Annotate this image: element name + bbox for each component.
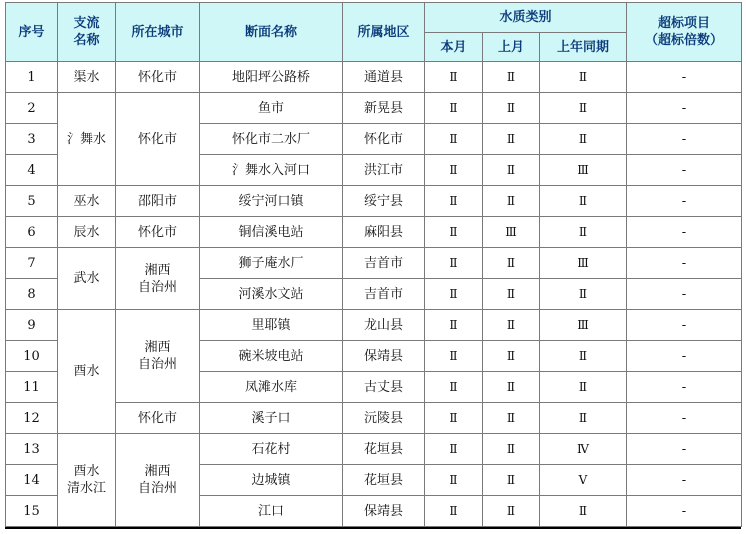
cell-region: 保靖县 [343, 496, 425, 527]
cell-this-month: Ⅱ [425, 372, 483, 403]
cell-seq: 12 [6, 403, 58, 434]
cell-this-month: Ⅱ [425, 124, 483, 155]
header-exceed-line1: 超标项目 [657, 16, 710, 31]
header-branch-line2: 名称 [73, 33, 100, 48]
cell-branch: 氵舞水 [58, 93, 116, 186]
cell-seq: 13 [6, 434, 58, 465]
cell-exceed: - [627, 279, 742, 310]
cell-section: 边城镇 [200, 465, 343, 496]
cell-last-month: Ⅱ [483, 465, 540, 496]
cell-this-month: Ⅱ [425, 186, 483, 217]
cell-exceed: - [627, 310, 742, 341]
cell-city-line2: 自治州 [137, 357, 177, 372]
cell-last-year: Ⅱ [540, 341, 627, 372]
table-row [6, 310, 742, 341]
cell-last-month: Ⅲ [483, 217, 540, 248]
cell-branch: 武水 [58, 248, 116, 310]
cell-exceed: - [627, 155, 742, 186]
cell-this-month: Ⅱ [425, 403, 483, 434]
cell-city: 怀化市 [116, 62, 200, 93]
header-section: 断面名称 [200, 3, 343, 62]
cell-section: 里耶镇 [200, 310, 343, 341]
cell-section: 绥宁河口镇 [200, 186, 343, 217]
table-row [6, 434, 742, 465]
cell-exceed: - [627, 465, 742, 496]
cell-last-year: Ⅱ [540, 403, 627, 434]
cell-exceed: - [627, 372, 742, 403]
cell-last-month: Ⅱ [483, 248, 540, 279]
cell-last-year: Ⅱ [540, 496, 627, 527]
cell-this-month: Ⅱ [425, 496, 483, 527]
table-row [6, 403, 742, 434]
table-row [6, 217, 742, 248]
cell-city-line1: 湘西 [144, 262, 171, 278]
cell-region: 洪江市 [343, 155, 425, 186]
table-header [6, 3, 742, 62]
cell-city: 怀化市 [116, 217, 200, 248]
cell-city [116, 248, 200, 310]
cell-section: 江口 [200, 496, 343, 527]
cell-last-month: Ⅱ [483, 341, 540, 372]
cell-region: 新晃县 [343, 93, 425, 124]
cell-seq: 14 [6, 465, 58, 496]
cell-seq: 4 [6, 155, 58, 186]
cell-city-line2: 自治州 [137, 279, 177, 295]
cell-exceed: - [627, 186, 742, 217]
cell-last-month: Ⅱ [483, 279, 540, 310]
cell-this-month: Ⅱ [425, 310, 483, 341]
cell-last-year: Ⅱ [540, 93, 627, 124]
cell-seq: 3 [6, 124, 58, 155]
cell-branch: 酉水 [58, 310, 116, 434]
cell-section: 氵舞水入河口 [200, 155, 343, 186]
cell-seq: 8 [6, 279, 58, 310]
cell-last-year: Ⅴ [540, 465, 627, 496]
cell-last-year: Ⅲ [540, 310, 627, 341]
cell-city: 邵阳市 [116, 186, 200, 217]
cell-exceed: - [627, 248, 742, 279]
cell-region: 吉首市 [343, 279, 425, 310]
header-exceed [627, 3, 742, 62]
cell-last-month: Ⅱ [483, 496, 540, 527]
cell-region: 沅陵县 [343, 403, 425, 434]
cell-branch-line2: 清水江 [66, 481, 106, 496]
cell-section: 碗米坡电站 [200, 341, 343, 372]
cell-last-year: Ⅱ [540, 186, 627, 217]
table-row [6, 93, 742, 124]
header-last-year: 上年同期 [540, 33, 627, 62]
cell-section: 地阳坪公路桥 [200, 62, 343, 93]
cell-section: 溪子口 [200, 403, 343, 434]
header-branch [58, 3, 116, 62]
cell-section: 石花村 [200, 434, 343, 465]
cell-exceed: - [627, 124, 742, 155]
header-branch-line1: 支流 [73, 16, 100, 31]
table-row [6, 248, 742, 279]
cell-section: 怀化市二水厂 [200, 124, 343, 155]
cell-region: 怀化市 [343, 124, 425, 155]
cell-city [116, 310, 200, 403]
cell-seq: 5 [6, 186, 58, 217]
cell-this-month: Ⅱ [425, 62, 483, 93]
cell-last-month: Ⅱ [483, 93, 540, 124]
cell-section: 铜信溪电站 [200, 217, 343, 248]
cell-exceed: - [627, 434, 742, 465]
header-last-month: 上月 [483, 33, 540, 62]
cell-last-year: Ⅲ [540, 155, 627, 186]
cell-city-line1: 湘西 [144, 464, 171, 479]
cell-seq: 2 [6, 93, 58, 124]
cell-branch [58, 434, 116, 527]
cell-branch-line1: 酉水 [73, 464, 100, 479]
cell-this-month: Ⅱ [425, 341, 483, 372]
cell-section: 河溪水文站 [200, 279, 343, 310]
cell-this-month: Ⅱ [425, 155, 483, 186]
cell-last-month: Ⅱ [483, 155, 540, 186]
header-this-month: 本月 [425, 33, 483, 62]
cell-last-month: Ⅱ [483, 372, 540, 403]
cell-last-year: Ⅱ [540, 124, 627, 155]
cell-city-line2: 自治州 [137, 481, 177, 496]
water-quality-table [5, 2, 742, 527]
cell-exceed: - [627, 62, 742, 93]
cell-exceed: - [627, 217, 742, 248]
header-city: 所在城市 [116, 3, 200, 62]
cell-seq: 11 [6, 372, 58, 403]
table-body [6, 62, 742, 527]
cell-region: 古丈县 [343, 372, 425, 403]
cell-this-month: Ⅱ [425, 217, 483, 248]
cell-last-month: Ⅱ [483, 62, 540, 93]
cell-this-month: Ⅱ [425, 465, 483, 496]
cell-region: 吉首市 [343, 248, 425, 279]
cell-region: 通道县 [343, 62, 425, 93]
cell-region: 花垣县 [343, 465, 425, 496]
cell-city-line1: 湘西 [144, 340, 171, 355]
cell-exceed: - [627, 496, 742, 527]
cell-city: 怀化市 [116, 403, 200, 434]
cell-last-month: Ⅱ [483, 403, 540, 434]
cell-section: 凤滩水库 [200, 372, 343, 403]
header-region: 所属地区 [343, 3, 425, 62]
cell-last-year: Ⅱ [540, 217, 627, 248]
water-quality-table-container [5, 2, 741, 527]
cell-seq: 7 [6, 248, 58, 279]
cell-branch: 巫水 [58, 186, 116, 217]
cell-last-month: Ⅱ [483, 186, 540, 217]
cell-seq: 9 [6, 310, 58, 341]
cell-branch: 辰水 [58, 217, 116, 248]
cell-seq: 6 [6, 217, 58, 248]
cell-seq: 15 [6, 496, 58, 527]
cell-seq: 1 [6, 62, 58, 93]
cell-this-month: Ⅱ [425, 434, 483, 465]
cell-this-month: Ⅱ [425, 93, 483, 124]
header-seq: 序号 [6, 3, 58, 62]
cell-region: 麻阳县 [343, 217, 425, 248]
cell-seq: 10 [6, 341, 58, 372]
cell-region: 保靖县 [343, 341, 425, 372]
cell-this-month: Ⅱ [425, 248, 483, 279]
cell-exceed: - [627, 341, 742, 372]
table-row [6, 186, 742, 217]
cell-section: 狮子庵水厂 [200, 248, 343, 279]
cell-last-month: Ⅱ [483, 434, 540, 465]
cell-exceed: - [627, 403, 742, 434]
cell-last-year: Ⅳ [540, 434, 627, 465]
table-row [6, 62, 742, 93]
cell-branch: 渠水 [58, 62, 116, 93]
cell-region: 花垣县 [343, 434, 425, 465]
header-exceed-line2: （超标倍数） [644, 33, 723, 48]
cell-region: 龙山县 [343, 310, 425, 341]
cell-region: 绥宁县 [343, 186, 425, 217]
cell-last-year: Ⅱ [540, 62, 627, 93]
cell-last-month: Ⅱ [483, 124, 540, 155]
header-water-class: 水质类别 [425, 3, 627, 33]
cell-last-year: Ⅱ [540, 372, 627, 403]
cell-city: 怀化市 [116, 93, 200, 186]
cell-city [116, 434, 200, 527]
cell-exceed: - [627, 93, 742, 124]
cell-this-month: Ⅱ [425, 279, 483, 310]
cell-last-year: Ⅲ [540, 248, 627, 279]
table-bottom-rule [5, 527, 741, 529]
cell-section: 鱼市 [200, 93, 343, 124]
cell-last-year: Ⅱ [540, 279, 627, 310]
cell-last-month: Ⅱ [483, 310, 540, 341]
